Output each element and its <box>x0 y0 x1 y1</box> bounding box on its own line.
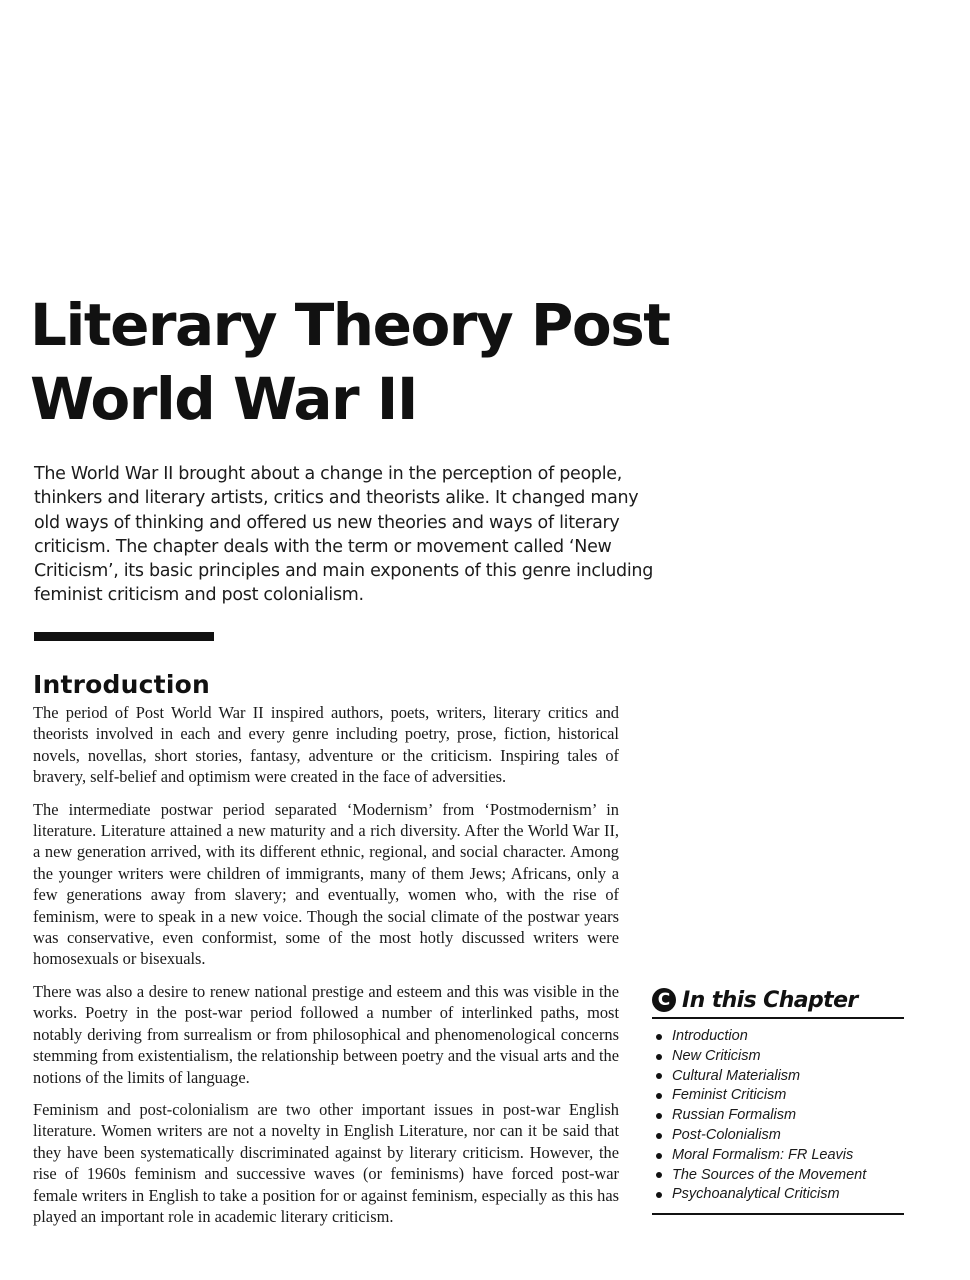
list-item <box>652 1185 904 1205</box>
chapter-title-line-2: World War II <box>30 365 417 433</box>
section-divider <box>34 632 214 641</box>
list-item <box>652 1027 904 1047</box>
chapter-topics-list <box>652 1027 904 1205</box>
list-item <box>652 1146 904 1166</box>
list-item <box>652 1047 904 1067</box>
bullet-icon <box>656 1054 662 1060</box>
topic-label: Russian Formalism <box>672 1107 797 1124</box>
bullet-icon <box>656 1133 662 1139</box>
body-paragraph: The period of Post World War II inspired authors, poets, writers, literary critics and theorists involved in each and every genre including poetry, prose, fiction, historical novels, novellas, short stories, fantasy, adventure or the criticism. Inspiring tales of bravery, self-belief and optimism were created in the face of adversities. <box>33 703 619 787</box>
chapter-title <box>30 288 730 436</box>
chapter-c-icon: C <box>652 988 676 1012</box>
topic-label: Feminist Criticism <box>672 1087 787 1104</box>
chapter-title-line-1: Literary Theory Post <box>30 291 670 359</box>
bullet-icon <box>656 1073 662 1079</box>
body-paragraph: There was also a desire to renew national prestige and esteem and this was visible in the works. Poetry in the post-war period followed a number of interlinked paths, most notably deriving from surrealism or from philosophical and phenomenological concerns stemming from existentialism, the relationship between poetry and the visual arts and the notions of the limits of language. <box>33 981 619 1087</box>
topic-label: Psychoanalytical Criticism <box>672 1186 840 1203</box>
list-item <box>652 1106 904 1126</box>
topic-label: Cultural Materialism <box>672 1067 801 1084</box>
bullet-icon <box>656 1153 662 1159</box>
topic-label: Post-Colonialism <box>672 1126 781 1143</box>
introduction-body <box>33 702 619 1238</box>
sidebar-bottom-rule <box>652 1213 904 1215</box>
in-this-chapter-box <box>652 985 904 1215</box>
bullet-icon <box>656 1192 662 1198</box>
bullet-icon <box>656 1172 662 1178</box>
list-item <box>652 1067 904 1087</box>
topic-label: New Criticism <box>672 1047 761 1064</box>
topic-label: The Sources of the Movement <box>672 1166 867 1183</box>
body-paragraph: The intermediate postwar period separated ‘Modernism’ from ‘Postmodernism’ in literature. Literature attained a new maturity and a rich diversity. After the World War II, a new generation arrived, with its different ethnic, regional, and social character. Among the younger writers were children of immigrants, many of them Jews; Africans, only a few generations away from slavery; and eventually, women who, with the rise of feminism, were to speak in a new voice. Though the social climate of the postwar years was conservative, even conformist, some of the most hotly discussed writers were homosexuals or bisexuals. <box>33 799 619 969</box>
topic-label: Moral Formalism: FR Leavis <box>672 1146 854 1163</box>
introduction-heading: Introduction <box>33 670 210 699</box>
bullet-icon <box>656 1113 662 1119</box>
chapter-abstract: The World War II brought about a change in the perception of people, thinkers and literary artists, critics and theorists alike. It changed many old ways of thinking and offered us new theories and ways of literary criticism. The chapter deals with the term or movement called ‘New Criticism’, its basic principles and main exponents of this genre including feminist criticism and post colonialism. <box>34 464 654 606</box>
bullet-icon <box>656 1093 662 1099</box>
list-item <box>652 1126 904 1146</box>
list-item <box>652 1166 904 1186</box>
body-paragraph: Feminism and post-colonialism are two other important issues in post-war English literature. Women writers are not a novelty in English Literature, nor can it be said that they have been systematically discriminated against by literary criticism. However, the rise of 1960s feminism and successive waves (or feminisms) have forced post-war female writers in English to take a position for or against feminism, especially as this has played an important role in academic literary criticism. <box>33 1099 619 1226</box>
in-this-chapter-header <box>652 985 904 1019</box>
list-item <box>652 1086 904 1106</box>
in-this-chapter-title: In this Chapter <box>682 987 858 1013</box>
bullet-icon <box>656 1034 662 1040</box>
topic-label: Introduction <box>672 1028 748 1044</box>
